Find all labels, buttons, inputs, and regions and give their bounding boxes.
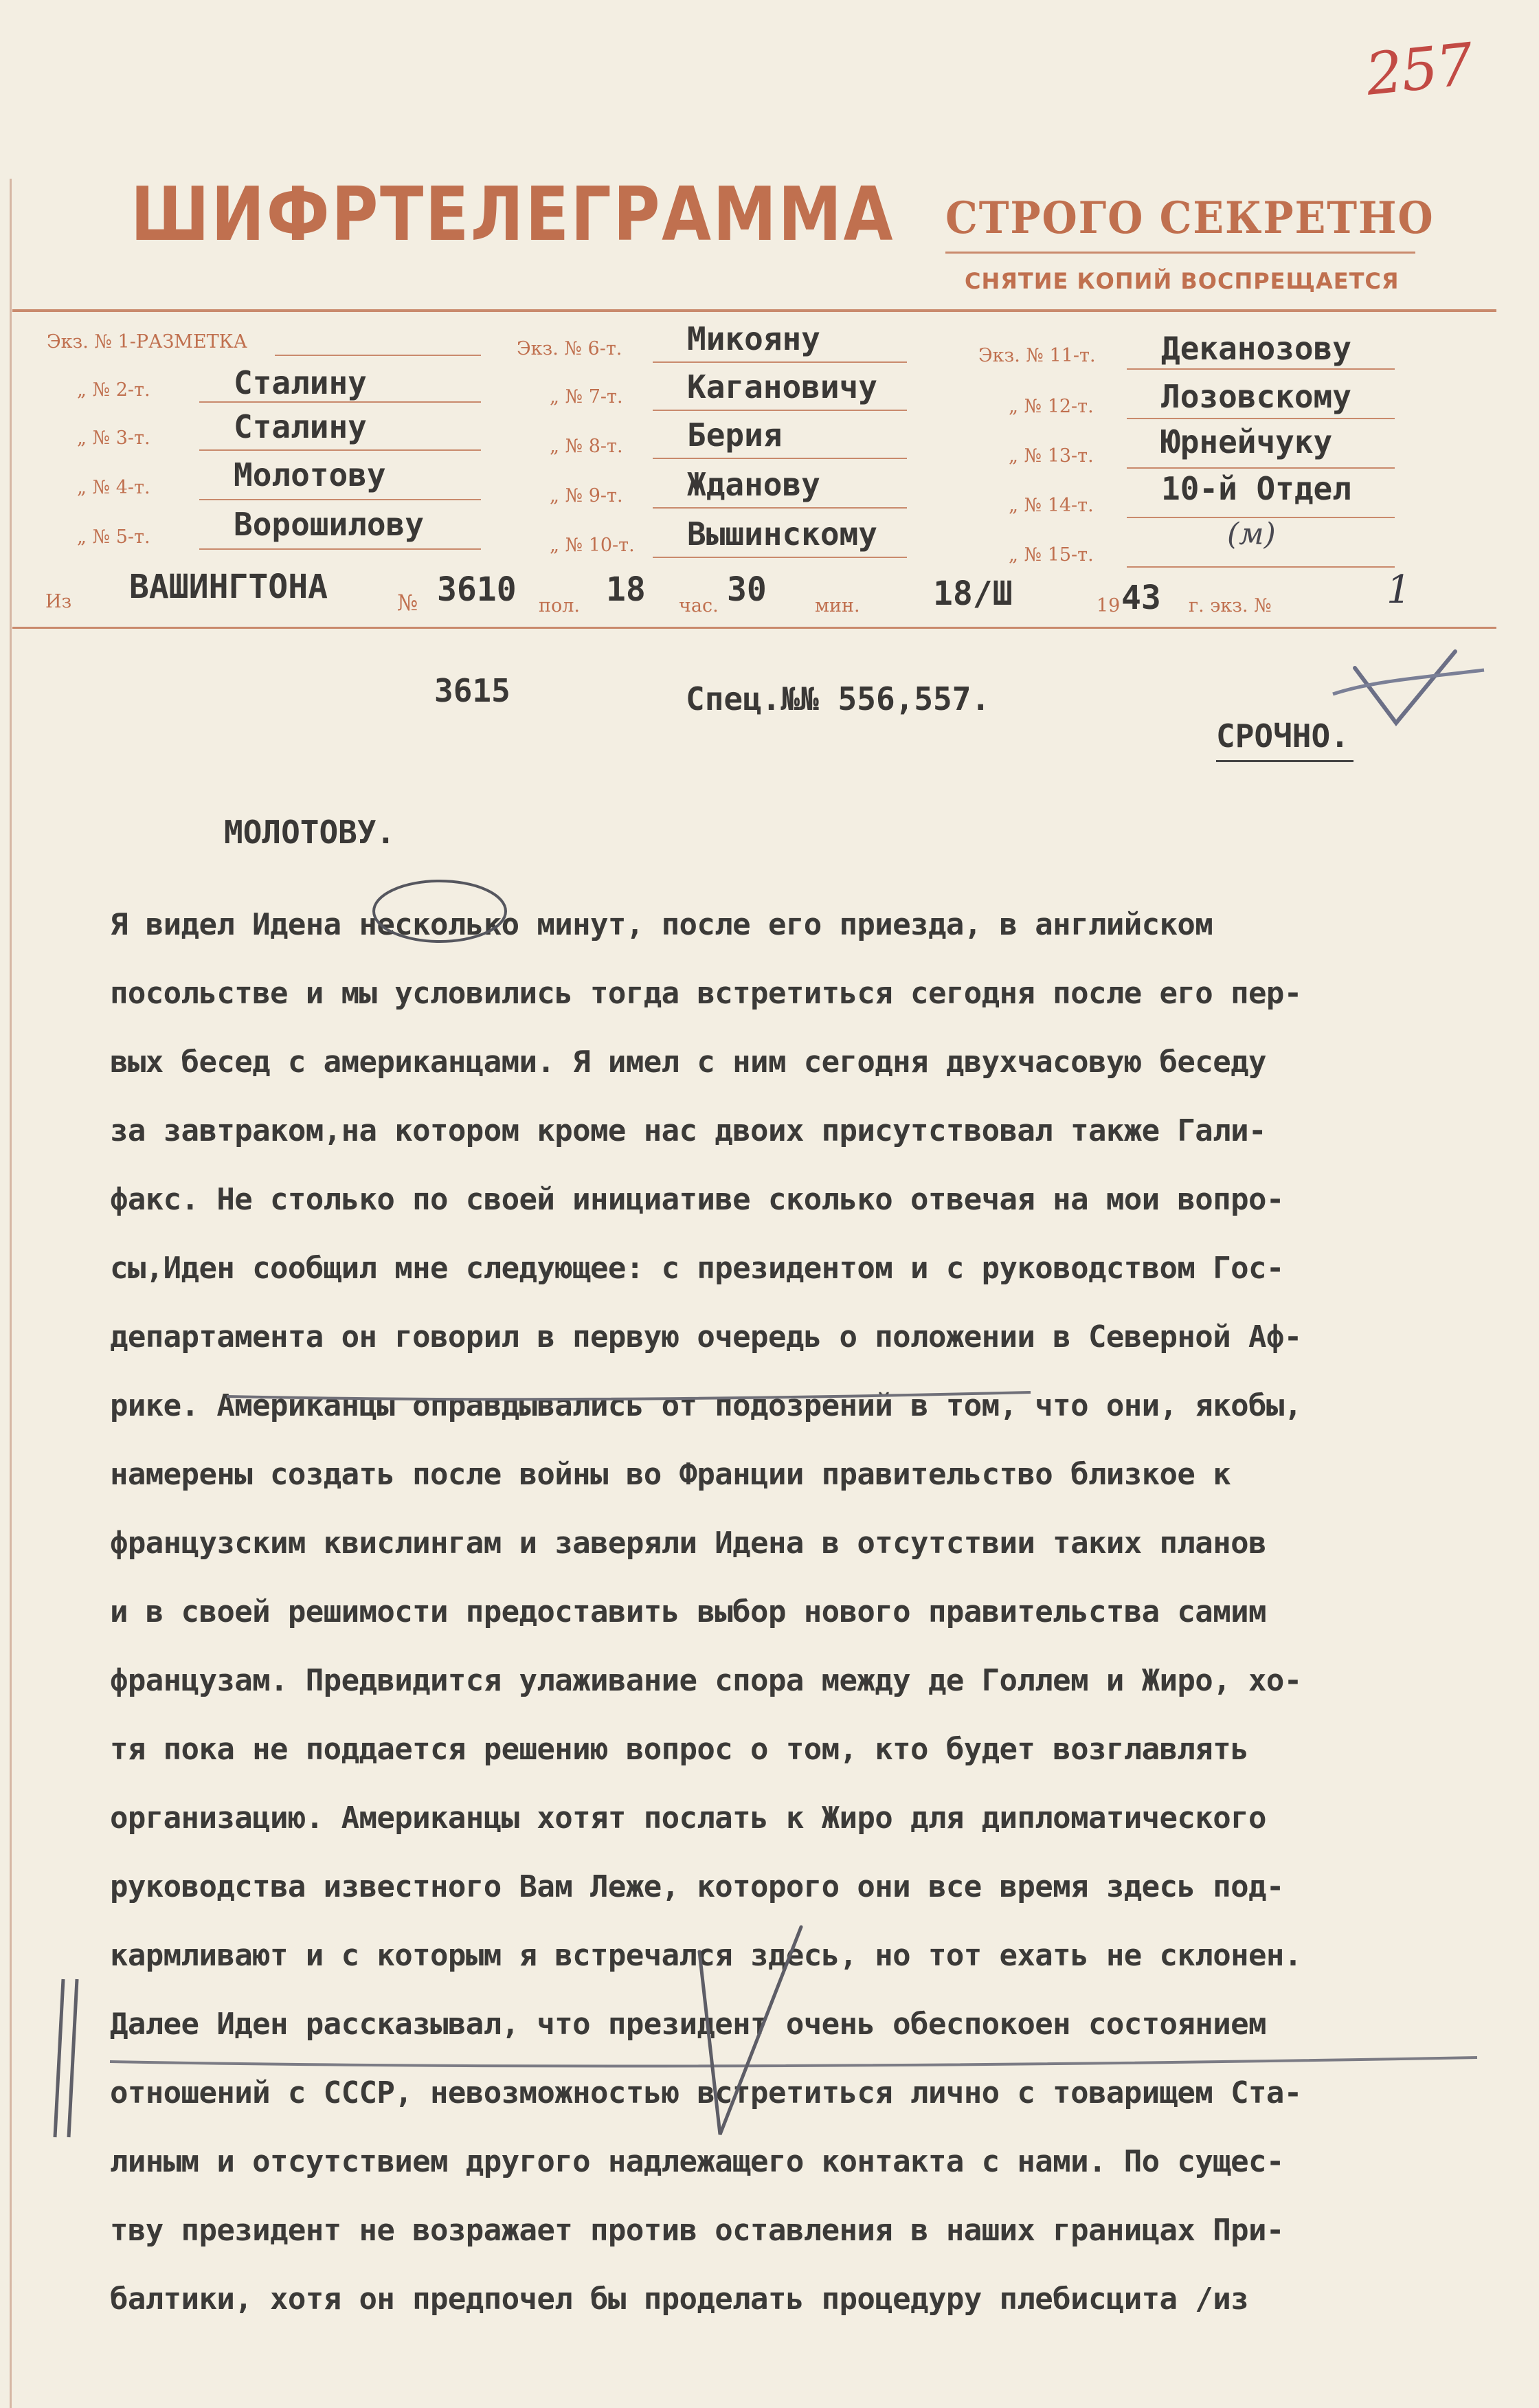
priority-underline [1216, 760, 1353, 762]
dist-recipient: 10-й Отдел [1161, 470, 1351, 507]
dist-label: „ № 12-т. [1009, 396, 1094, 417]
body-line: французским квислингам и заверяли Идена в отсутствии таких планов [110, 1526, 1266, 1561]
dist-label: „ № 2-т. [77, 379, 150, 401]
body-line: кармливают и с которым я встречался здесь, но тот ехать не склонен. [110, 1938, 1302, 1973]
body-line: тву президент не возражает против оставления в наших границах При- [110, 2213, 1284, 2248]
body-line: Я видел Идена несколько минут, после его приезда, в английском [110, 907, 1213, 942]
body-line: вых бесед с американцами. Я имел с ним сегодня двухчасовую беседу [110, 1045, 1266, 1080]
copy-notice: СНЯТИЕ КОПИЙ ВОСПРЕЩАЕТСЯ [965, 268, 1400, 294]
margin-bar-mark [69, 1979, 77, 2137]
secrecy-stamp: СТРОГО СЕКРЕТНО [945, 192, 1435, 244]
slot-line [653, 458, 907, 459]
dist-label: „ № 13-т. [1009, 445, 1094, 467]
handwritten-mark: (м) [1227, 517, 1276, 552]
dist-recipient: Ворошилову [234, 506, 424, 543]
year-value: 43 [1121, 579, 1161, 617]
hour-value: 30 [727, 570, 767, 609]
from-city: ВАШИНГТОНА [129, 568, 328, 606]
dist-recipient: Деканозову [1161, 330, 1351, 367]
body-line: рике. Американцы оправдывались от подозрений в том, что они, якобы, [110, 1388, 1302, 1423]
priority-mark: СРОЧНО. [1216, 717, 1349, 755]
year-prefix: 19 [1097, 595, 1121, 616]
slot-line [199, 499, 481, 500]
slot-line [1127, 368, 1395, 370]
dist-recipient: Юрнейчуку [1161, 423, 1333, 460]
check-mark-icon [1355, 651, 1455, 723]
header-rule [12, 309, 1496, 312]
body-line: за завтраком,на котором кроме нас двоих присутствовал также Гали- [110, 1113, 1266, 1148]
margin-bar-mark [55, 1979, 63, 2137]
year-label: г. экз. № [1189, 595, 1272, 616]
dist-recipient: Вышинскому [687, 515, 877, 553]
origin-rule [12, 627, 1496, 629]
body-line: сы,Иден сообщил мне следующее: с президентом и с руководством Гос- [110, 1251, 1284, 1286]
body-line: тя пока не поддается решению вопрос о том, кто будет возглавлять [110, 1732, 1248, 1767]
dist-label: „ № 3-т. [77, 427, 150, 449]
dist-label: „ № 7-т. [550, 386, 623, 408]
body-line: Далее Иден рассказывал, что президент очень обеспокоен состоянием [110, 2007, 1266, 2042]
telegram-number: 3610 [437, 570, 517, 609]
dist-recipient: Кагановичу [687, 368, 877, 405]
dist-label: „ № 15-т. [1009, 544, 1094, 566]
slot-line [653, 361, 907, 363]
slot-line [199, 449, 481, 451]
dist-label: Экз. № 6-т. [517, 338, 622, 359]
body-line: отношений с СССР, невозможностью встретиться лично с товарищем Ста- [110, 2075, 1302, 2110]
dist-label: Экз. № 1-РАЗМЕТКА [47, 331, 248, 353]
body-line: факс. Не столько по своей инициативе сколько отвечая на мои вопро- [110, 1182, 1284, 1217]
body-line: департамента он говорил в первую очередь о положении в Северной Аф- [110, 1319, 1302, 1354]
dist-recipient: Лозовскому [1161, 378, 1351, 415]
dist-recipient: Микояну [687, 320, 820, 357]
slot-line [199, 401, 481, 403]
telegram-body [110, 891, 1484, 2334]
body-line: французам. Предвидится улаживание спора между де Голлем и Жиро, хо- [110, 1663, 1302, 1698]
dist-recipient: Сталину [234, 364, 367, 401]
dist-label: „ № 8-т. [550, 436, 623, 457]
slot-line [653, 557, 907, 558]
dist-label: „ № 10-т. [550, 535, 635, 556]
secrecy-underline [945, 252, 1415, 254]
received-label: пол. [539, 595, 580, 616]
from-label: Из [45, 591, 72, 612]
minute-label: мин. [815, 595, 860, 616]
dist-recipient: Жданову [687, 466, 820, 503]
body-line: балтики, хотя он предпочел бы проделать процедуру плебисцита /из [110, 2282, 1248, 2317]
special-numbers: Спец.№№ 556,557. [686, 680, 991, 717]
body-line: намерены создать после войны во Франции правительство близкое к [110, 1457, 1231, 1492]
binding-margin-line [10, 179, 12, 2408]
slot-line [199, 548, 481, 550]
addressee: МОЛОТОВУ. [224, 814, 396, 851]
date-value: 18/Ш [933, 575, 1013, 613]
dist-label: „ № 5-т. [77, 526, 150, 548]
dist-label: „ № 4-т. [77, 477, 150, 498]
number-label: № [397, 590, 418, 616]
body-line: и в своей решимости предоставить выбор нового правительства самим [110, 1594, 1266, 1629]
received-value: 18 [606, 570, 646, 609]
slot-line [1127, 566, 1395, 568]
folio-number: 257 [1362, 30, 1476, 109]
body-line: руководства известного Вам Леже, которого они все время здесь под- [110, 1869, 1284, 1904]
slot-line [653, 410, 907, 411]
slot-line [275, 355, 481, 356]
body-line: организацию. Американцы хотят послать к Жиро для дипломатического [110, 1801, 1266, 1836]
copy-number: 1 [1386, 568, 1411, 612]
dist-label: „ № 14-т. [1009, 495, 1094, 516]
dist-label: „ № 9-т. [550, 485, 623, 506]
body-line: посольстве и мы условились тогда встретиться сегодня после его пер- [110, 976, 1302, 1011]
telegram-number-typed: 3615 [434, 672, 510, 709]
hour-label: час. [679, 595, 719, 616]
dist-recipient: Берия [687, 416, 783, 454]
dist-label: Экз. № 11-т. [978, 345, 1096, 366]
dist-recipient: Сталину [234, 408, 367, 445]
dist-recipient: Молотову [234, 456, 386, 493]
body-line: линым и отсутствием другого надлежащего контакта с нами. По сущес- [110, 2144, 1284, 2179]
slot-line [1127, 418, 1395, 419]
slot-line [653, 507, 907, 509]
slot-line [1127, 467, 1395, 469]
form-title: ШИФРТЕЛЕГРАММА [131, 172, 895, 258]
scribble-stroke [1333, 670, 1484, 694]
